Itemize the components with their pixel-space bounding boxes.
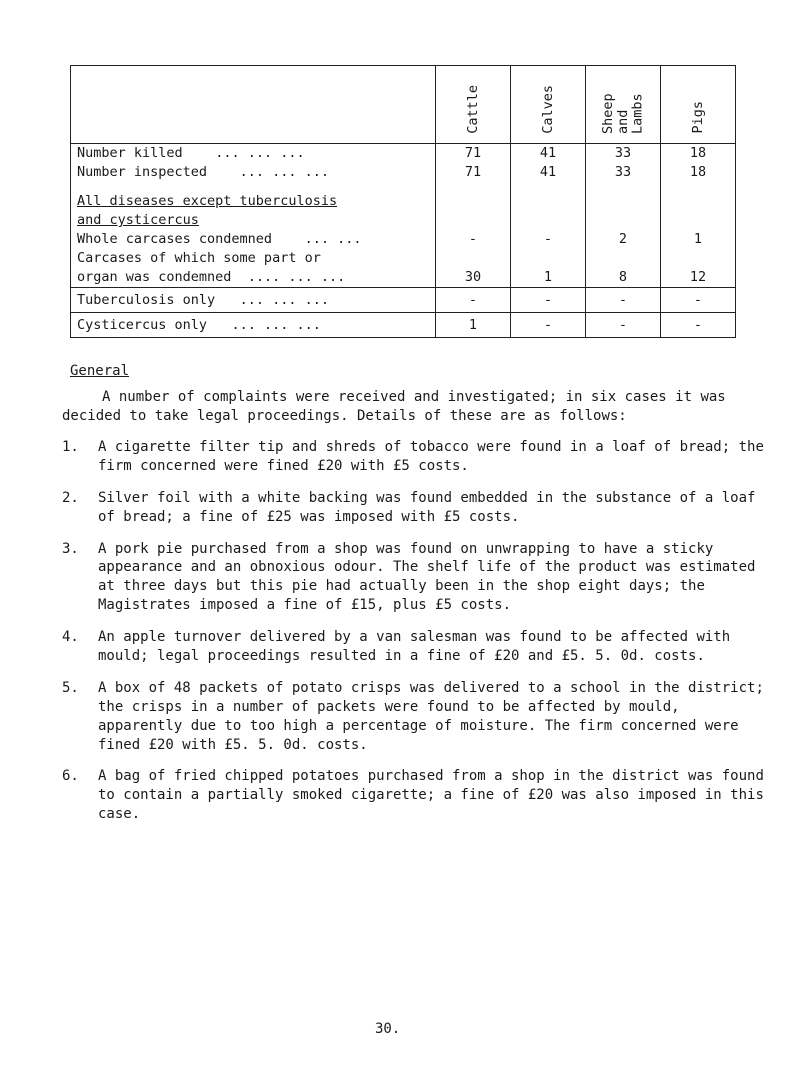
column-header: Pigs — [661, 66, 736, 144]
row-labels-cell — [71, 144, 436, 288]
table-header-row — [71, 66, 736, 144]
list-item: 4. An apple turnover delivered by a van salesman was found to be affected with mould; legal proceedings resulted in a fine of £20 and £5. 5. 0d. costs. — [62, 629, 731, 665]
row-label-part-line1: Carcases of which some part or — [77, 250, 321, 267]
complaints-list — [62, 438, 767, 837]
table-main-block — [71, 144, 736, 288]
calves-values: 41 41 - 1 — [511, 144, 586, 288]
cattle-values: 71 71 - 30 — [436, 144, 511, 288]
meat-inspection-table — [70, 65, 736, 338]
pigs-values: 18 18 1 12 — [661, 144, 736, 288]
section-label: and cysticercus — [77, 212, 199, 229]
list-item: 5. A box of 48 packets of potato crisps was delivered to a school in the district; the crisps in a number of packets were found to be affected by mould, apparently due to too high a percentage of moisture. The firm concerned were fined £20 with £5. 5. 0d. costs. — [62, 679, 764, 753]
table-row-cysticercus: Cysticercus only ... ... ... 1 - - - — [71, 313, 736, 338]
row-label-inspected: Number inspected ... ... ... — [77, 164, 329, 181]
list-item: 3. A pork pie purchased from a shop was found on unwrapping to have a sticky appearance and an obnoxious odour. The shelf life of the product was estimated at three days but this pie had actually been in the shop eight days; the Magistrates imposed a fine of £15, plus £5 costs. — [62, 540, 756, 614]
general-intro-paragraph: A number of complaints were received and investigated; in six cases it was decided to take legal proceedings. Details of these are as follows: — [62, 389, 726, 424]
sheep-values: 33 33 2 8 — [586, 144, 661, 288]
list-item: 1. A cigarette filter tip and shreds of tobacco were found in a loaf of bread; the firm concerned were fined £20 with £5 costs. — [62, 439, 764, 474]
row-label-part: organ was condemned .... ... ... — [77, 269, 346, 286]
page-number: 30. — [375, 1021, 401, 1037]
list-item: 2. Silver foil with a white backing was found embedded in the substance of a loaf of bread; a fine of £25 was imposed with £5 costs. — [62, 489, 756, 525]
table-row-tuberculosis: Tuberculosis only ... ... ... - - - - — [71, 288, 736, 313]
header-blank-cell — [71, 66, 436, 144]
section-label: All diseases except tuberculosis — [77, 193, 338, 210]
column-header: Calves — [511, 66, 586, 144]
list-item: 6. A bag of fried chipped potatoes purchased from a shop in the district was found to contain a partially smoked cigarette; a fine of £20 was also imposed in this case. — [62, 768, 764, 823]
column-header: Cattle — [436, 66, 511, 144]
column-header: Sheep and Lambs — [586, 66, 661, 144]
section-heading-general: General — [70, 363, 130, 379]
row-label-whole: Whole carcases condemned ... ... — [77, 231, 362, 248]
row-label-killed: Number killed ... ... ... — [77, 145, 305, 162]
